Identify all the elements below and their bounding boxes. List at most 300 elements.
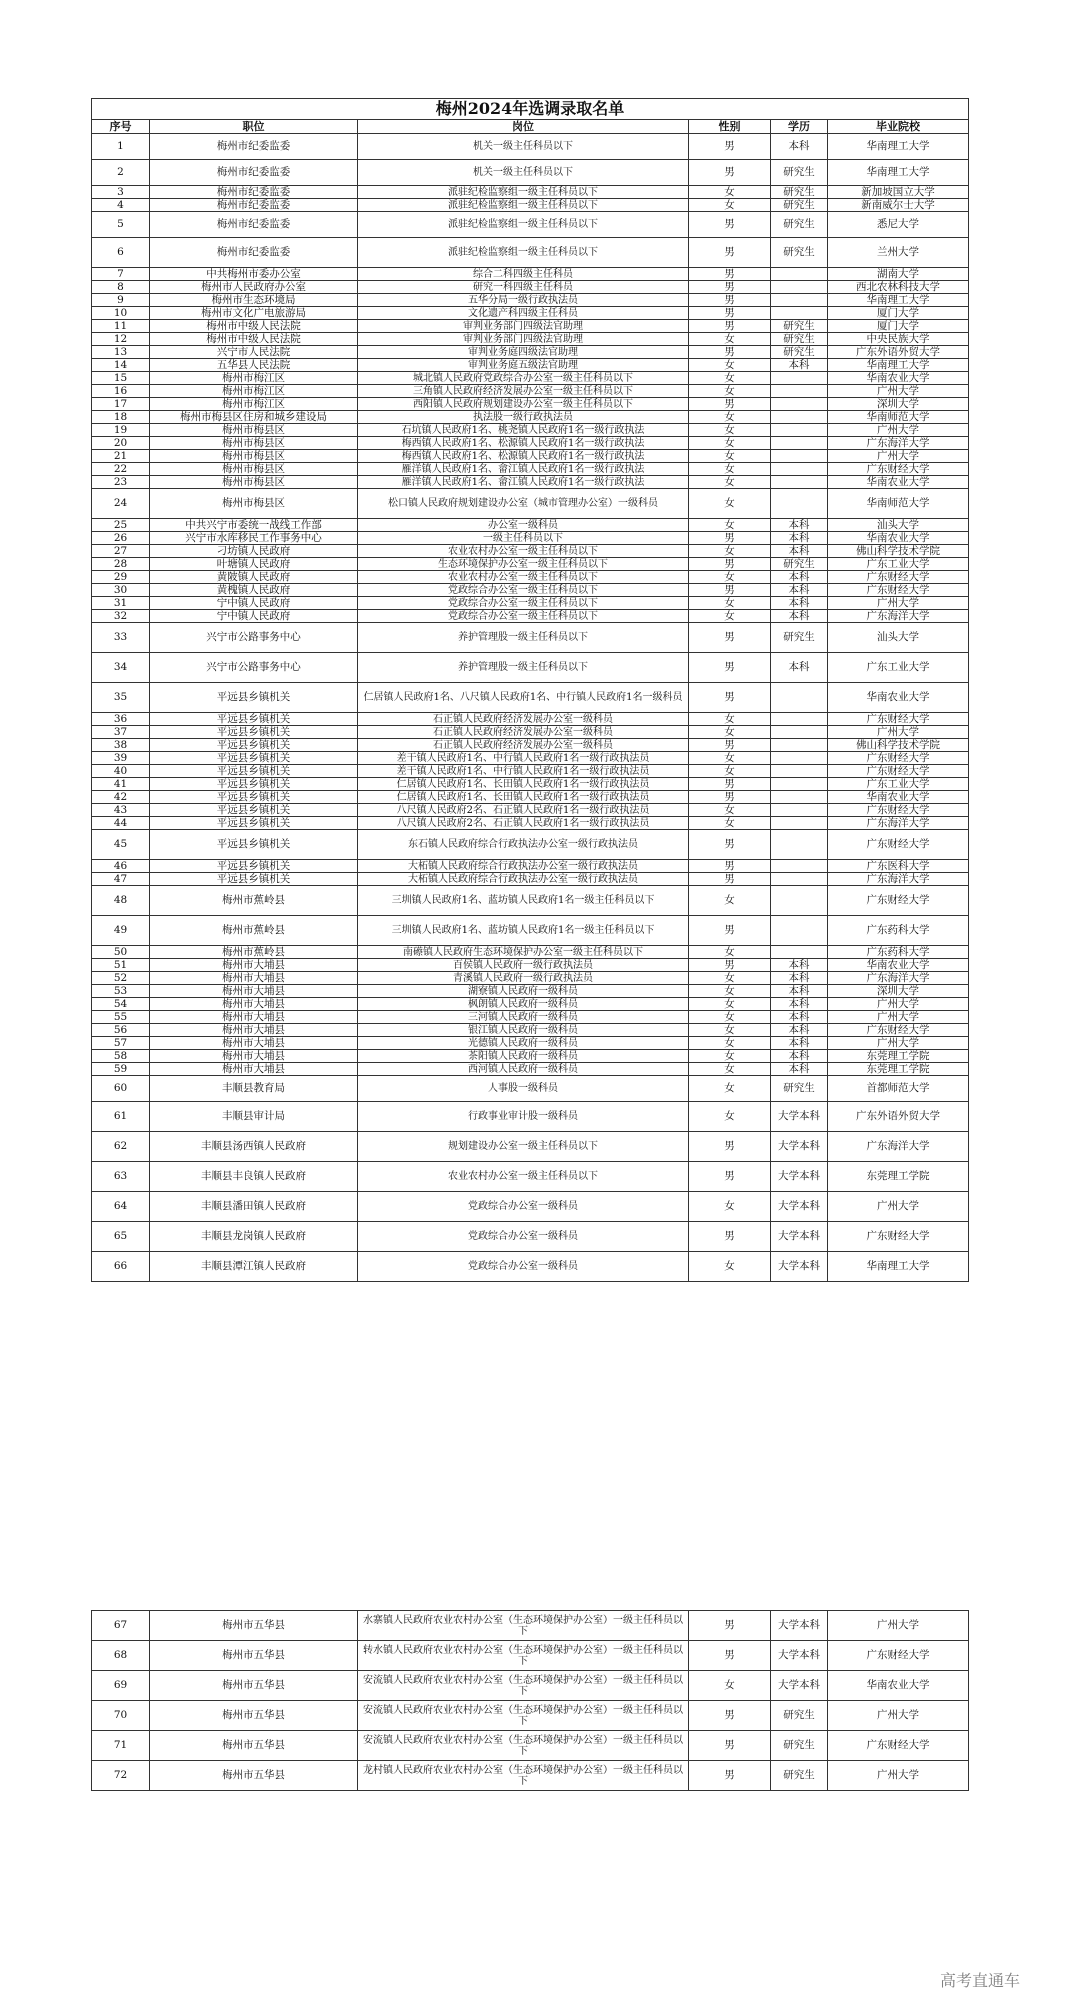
gender-cell: 女 [689, 597, 771, 610]
seq-cell: 69 [92, 1671, 150, 1701]
seq-cell: 10 [92, 307, 150, 320]
unit-cell: 丰顺县龙岗镇人民政府 [150, 1222, 358, 1252]
post-cell: 石坑镇人民政府1名、桃尧镇人民政府1名一级行政执法 [358, 424, 689, 437]
unit-cell: 黄槐镇人民政府 [150, 584, 358, 597]
post-cell: 安流镇人民政府农业农村办公室（生态环境保护办公室）一级主任科员以下 [358, 1731, 689, 1761]
post-cell: 仁居镇人民政府1名、长田镇人民政府1名一级行政执法员 [358, 791, 689, 804]
unit-cell: 梅州市梅江区 [150, 385, 358, 398]
post-cell: 石正镇人民政府经济发展办公室一级科员 [358, 713, 689, 726]
unit-cell: 平远县乡镇机关 [150, 873, 358, 886]
seq-cell: 70 [92, 1701, 150, 1731]
table-row [92, 791, 969, 804]
header-cell: 毕业院校 [828, 120, 969, 134]
degree-cell: 本科 [771, 571, 828, 584]
gender-cell: 女 [689, 411, 771, 424]
school-cell: 广州大学 [828, 450, 969, 463]
seq-cell: 24 [92, 489, 150, 519]
post-cell: 农业农村办公室一级主任科员以下 [358, 571, 689, 584]
unit-cell: 梅州市梅县区 [150, 463, 358, 476]
degree-cell [771, 294, 828, 307]
school-cell: 华南农业大学 [828, 959, 969, 972]
table-row [92, 1162, 969, 1192]
post-cell: 三圳镇人民政府1名、蓝坊镇人民政府1名一级主任科员以下 [358, 916, 689, 946]
unit-cell: 梅州市五华县 [150, 1701, 358, 1731]
unit-cell: 平远县乡镇机关 [150, 830, 358, 860]
table-row [92, 320, 969, 333]
unit-cell: 梅州市纪委监委 [150, 212, 358, 238]
seq-cell: 1 [92, 134, 150, 160]
seq-cell: 62 [92, 1132, 150, 1162]
table-row [92, 1252, 969, 1282]
school-cell: 华南农业大学 [828, 1671, 969, 1701]
unit-cell: 梅州市纪委监委 [150, 160, 358, 186]
school-cell: 广东财经大学 [828, 804, 969, 817]
unit-cell: 梅州市五华县 [150, 1641, 358, 1671]
header-cell: 序号 [92, 120, 150, 134]
unit-cell: 丰顺县审计局 [150, 1102, 358, 1132]
degree-cell: 研究生 [771, 238, 828, 268]
post-cell: 茶阳镇人民政府一级科员 [358, 1050, 689, 1063]
school-cell: 东莞理工学院 [828, 1063, 969, 1076]
table-row [92, 238, 969, 268]
school-cell: 佛山科学技术学院 [828, 545, 969, 558]
table-row [92, 1037, 969, 1050]
gender-cell: 男 [689, 160, 771, 186]
table-row [92, 476, 969, 489]
school-cell: 广州大学 [828, 1611, 969, 1641]
gender-cell: 男 [689, 1611, 771, 1641]
school-cell: 广东财经大学 [828, 752, 969, 765]
unit-cell: 平远县乡镇机关 [150, 713, 358, 726]
unit-cell: 梅州市大埔县 [150, 1037, 358, 1050]
school-cell: 广东财经大学 [828, 1222, 969, 1252]
gender-cell: 女 [689, 1024, 771, 1037]
seq-cell: 31 [92, 597, 150, 610]
school-cell: 广东外语外贸大学 [828, 1102, 969, 1132]
degree-cell: 大学本科 [771, 1611, 828, 1641]
gender-cell: 女 [689, 385, 771, 398]
unit-cell: 梅州市大埔县 [150, 1011, 358, 1024]
school-cell: 广州大学 [828, 1192, 969, 1222]
degree-cell: 本科 [771, 998, 828, 1011]
table-row [92, 385, 969, 398]
school-cell: 兰州大学 [828, 238, 969, 268]
degree-cell [771, 450, 828, 463]
gender-cell: 女 [689, 424, 771, 437]
gender-cell: 女 [689, 333, 771, 346]
gender-cell: 男 [689, 1162, 771, 1192]
unit-cell: 梅州市大埔县 [150, 1050, 358, 1063]
gender-cell: 女 [689, 610, 771, 623]
degree-cell: 本科 [771, 653, 828, 683]
table-row [92, 1050, 969, 1063]
table-row [92, 1222, 969, 1252]
unit-cell: 梅州市大埔县 [150, 998, 358, 1011]
post-cell: 办公室一级科员 [358, 519, 689, 532]
unit-cell: 梅州市中级人民法院 [150, 320, 358, 333]
degree-cell: 本科 [771, 1050, 828, 1063]
unit-cell: 黄陂镇人民政府 [150, 571, 358, 584]
school-cell: 广州大学 [828, 1037, 969, 1050]
degree-cell [771, 398, 828, 411]
degree-cell [771, 307, 828, 320]
gender-cell: 男 [689, 916, 771, 946]
school-cell: 广东财经大学 [828, 1024, 969, 1037]
school-cell: 西北农林科技大学 [828, 281, 969, 294]
gender-cell: 女 [689, 359, 771, 372]
post-cell: 转水镇人民政府农业农村办公室（生态环境保护办公室）一级主任科员以下 [358, 1641, 689, 1671]
post-cell: 机关一级主任科员以下 [358, 134, 689, 160]
unit-cell: 梅州市梅县区 [150, 476, 358, 489]
seq-cell: 37 [92, 726, 150, 739]
post-cell: 派驻纪检监察组一级主任科员以下 [358, 186, 689, 199]
seq-cell: 18 [92, 411, 150, 424]
unit-cell: 梅州市大埔县 [150, 1063, 358, 1076]
unit-cell: 兴宁市公路事务中心 [150, 653, 358, 683]
gender-cell: 女 [689, 1011, 771, 1024]
table-row [92, 584, 969, 597]
unit-cell: 平远县乡镇机关 [150, 739, 358, 752]
table-row [92, 830, 969, 860]
degree-cell: 本科 [771, 1037, 828, 1050]
gender-cell: 女 [689, 1252, 771, 1282]
table-row [92, 558, 969, 571]
gender-cell: 女 [689, 998, 771, 1011]
school-cell: 广州大学 [828, 385, 969, 398]
gender-cell: 男 [689, 791, 771, 804]
table-row [92, 916, 969, 946]
degree-cell: 本科 [771, 959, 828, 972]
unit-cell: 叶塘镇人民政府 [150, 558, 358, 571]
post-cell: 党政综合办公室一级科员 [358, 1252, 689, 1282]
unit-cell: 平远县乡镇机关 [150, 817, 358, 830]
gender-cell: 女 [689, 1102, 771, 1132]
post-cell: 大柘镇人民政府综合行政执法办公室一级行政执法员 [358, 873, 689, 886]
table-row [92, 411, 969, 424]
school-cell: 广东工业大学 [828, 778, 969, 791]
gender-cell: 女 [689, 946, 771, 959]
post-cell: 审判业务部门四级法官助理 [358, 320, 689, 333]
seq-cell: 43 [92, 804, 150, 817]
unit-cell: 丰顺县丰良镇人民政府 [150, 1162, 358, 1192]
table-row [92, 333, 969, 346]
unit-cell: 梅州市生态环境局 [150, 294, 358, 307]
degree-cell: 本科 [771, 584, 828, 597]
degree-cell: 本科 [771, 532, 828, 545]
school-cell: 广东财经大学 [828, 765, 969, 778]
table-row [92, 1063, 969, 1076]
seq-cell: 44 [92, 817, 150, 830]
post-cell: 仁居镇人民政府1名、长田镇人民政府1名一级行政执法员 [358, 778, 689, 791]
gender-cell: 男 [689, 830, 771, 860]
post-cell: 八尺镇人民政府2名、石正镇人民政府1名一级行政执法员 [358, 817, 689, 830]
unit-cell: 五华县人民法院 [150, 359, 358, 372]
seq-cell: 17 [92, 398, 150, 411]
seq-cell: 2 [92, 160, 150, 186]
table-row [92, 1192, 969, 1222]
post-cell: 养护管理股一级主任科员以下 [358, 653, 689, 683]
seq-cell: 27 [92, 545, 150, 558]
seq-cell: 53 [92, 985, 150, 998]
gender-cell: 女 [689, 1671, 771, 1701]
gender-cell: 女 [689, 1076, 771, 1102]
seq-cell: 38 [92, 739, 150, 752]
unit-cell: 梅州市梅县区 [150, 489, 358, 519]
post-cell: 农业农村办公室一级主任科员以下 [358, 1162, 689, 1192]
table-row [92, 597, 969, 610]
seq-cell: 28 [92, 558, 150, 571]
degree-cell [771, 804, 828, 817]
seq-cell: 29 [92, 571, 150, 584]
gender-cell: 女 [689, 1037, 771, 1050]
degree-cell: 研究生 [771, 1731, 828, 1761]
gender-cell: 男 [689, 683, 771, 713]
seq-cell: 63 [92, 1162, 150, 1192]
school-cell: 东莞理工学院 [828, 1050, 969, 1063]
table-row [92, 683, 969, 713]
post-cell: 雁洋镇人民政府1名、畲江镇人民政府1名一级行政执法 [358, 476, 689, 489]
school-cell: 湖南大学 [828, 268, 969, 281]
post-cell: 西阳镇人民政府规划建设办公室一级主任科员以下 [358, 398, 689, 411]
degree-cell: 研究生 [771, 333, 828, 346]
unit-cell: 梅州市蕉岭县 [150, 916, 358, 946]
unit-cell: 平远县乡镇机关 [150, 791, 358, 804]
gender-cell: 女 [689, 765, 771, 778]
seq-cell: 11 [92, 320, 150, 333]
degree-cell: 本科 [771, 519, 828, 532]
header-cell: 性别 [689, 120, 771, 134]
seq-cell: 39 [92, 752, 150, 765]
table-row [92, 463, 969, 476]
school-cell: 首都师范大学 [828, 1076, 969, 1102]
post-cell: 安流镇人民政府农业农村办公室（生态环境保护办公室）一级主任科员以下 [358, 1671, 689, 1701]
gender-cell: 女 [689, 1063, 771, 1076]
degree-cell: 研究生 [771, 1076, 828, 1102]
gender-cell: 男 [689, 281, 771, 294]
seq-cell: 12 [92, 333, 150, 346]
post-cell: 安流镇人民政府农业农村办公室（生态环境保护办公室）一级主任科员以下 [358, 1701, 689, 1731]
post-cell: 梅西镇人民政府1名、松源镇人民政府1名一级行政执法 [358, 450, 689, 463]
table-row [92, 307, 969, 320]
gender-cell: 男 [689, 778, 771, 791]
degree-cell: 大学本科 [771, 1132, 828, 1162]
table-row [92, 765, 969, 778]
school-cell: 广东财经大学 [828, 886, 969, 916]
school-cell: 广东财经大学 [828, 830, 969, 860]
gender-cell: 女 [689, 752, 771, 765]
seq-cell: 8 [92, 281, 150, 294]
unit-cell: 丰顺县潘田镇人民政府 [150, 1192, 358, 1222]
table-row [92, 1671, 969, 1701]
unit-cell: 梅州市人民政府办公室 [150, 281, 358, 294]
school-cell: 广东药科大学 [828, 946, 969, 959]
seq-cell: 41 [92, 778, 150, 791]
gender-cell: 女 [689, 476, 771, 489]
post-cell: 水寨镇人民政府农业农村办公室（生态环境保护办公室）一级主任科员以下 [358, 1611, 689, 1641]
table-row [92, 778, 969, 791]
school-cell: 深圳大学 [828, 398, 969, 411]
degree-cell: 本科 [771, 597, 828, 610]
post-cell: 行政事业审计股一级科员 [358, 1102, 689, 1132]
table-row [92, 268, 969, 281]
seq-cell: 48 [92, 886, 150, 916]
table-row [92, 571, 969, 584]
gender-cell: 男 [689, 873, 771, 886]
table-row [92, 212, 969, 238]
degree-cell: 研究生 [771, 186, 828, 199]
seq-cell: 4 [92, 199, 150, 212]
seq-cell: 57 [92, 1037, 150, 1050]
unit-cell: 平远县乡镇机关 [150, 804, 358, 817]
degree-cell: 研究生 [771, 212, 828, 238]
school-cell: 广东工业大学 [828, 558, 969, 571]
admission-table-continued [91, 1610, 969, 1791]
table-row [92, 1011, 969, 1024]
school-cell: 广东财经大学 [828, 571, 969, 584]
table-row [92, 610, 969, 623]
table-row [92, 545, 969, 558]
degree-cell [771, 713, 828, 726]
seq-cell: 35 [92, 683, 150, 713]
unit-cell: 丰顺县潭江镇人民政府 [150, 1252, 358, 1282]
seq-cell: 64 [92, 1192, 150, 1222]
unit-cell: 梅州市纪委监委 [150, 134, 358, 160]
unit-cell: 梅州市文化广电旅游局 [150, 307, 358, 320]
seq-cell: 5 [92, 212, 150, 238]
degree-cell: 本科 [771, 134, 828, 160]
school-cell: 广东医科大学 [828, 860, 969, 873]
post-cell: 梅西镇人民政府1名、松源镇人民政府1名一级行政执法 [358, 437, 689, 450]
gender-cell: 男 [689, 212, 771, 238]
seq-cell: 65 [92, 1222, 150, 1252]
unit-cell: 丰顺县教育局 [150, 1076, 358, 1102]
table-row [92, 450, 969, 463]
post-cell: 执法股一级行政执法员 [358, 411, 689, 424]
gender-cell: 男 [689, 653, 771, 683]
seq-cell: 52 [92, 972, 150, 985]
school-cell: 广州大学 [828, 1701, 969, 1731]
degree-cell [771, 739, 828, 752]
unit-cell: 梅州市梅县区 [150, 450, 358, 463]
post-cell: 城北镇人民政府党政综合办公室一级主任科员以下 [358, 372, 689, 385]
table-row [92, 1641, 969, 1671]
school-cell: 华南农业大学 [828, 683, 969, 713]
table-row [92, 653, 969, 683]
header-cell: 学历 [771, 120, 828, 134]
seq-cell: 58 [92, 1050, 150, 1063]
table-row [92, 1132, 969, 1162]
table-row [92, 186, 969, 199]
table-row [92, 804, 969, 817]
seq-cell: 68 [92, 1641, 150, 1671]
gender-cell: 男 [689, 584, 771, 597]
table-title: 梅州2024年选调录取名单 [92, 99, 969, 120]
seq-cell: 23 [92, 476, 150, 489]
gender-cell: 男 [689, 238, 771, 268]
gender-cell: 女 [689, 817, 771, 830]
school-cell: 厦门大学 [828, 320, 969, 333]
seq-cell: 49 [92, 916, 150, 946]
unit-cell: 梅州市大埔县 [150, 972, 358, 985]
seq-cell: 6 [92, 238, 150, 268]
school-cell: 深圳大学 [828, 985, 969, 998]
gender-cell: 男 [689, 532, 771, 545]
post-cell: 南礤镇人民政府生态环境保护办公室一级主任科员以下 [358, 946, 689, 959]
post-cell: 差干镇人民政府1名、中行镇人民政府1名一级行政执法员 [358, 765, 689, 778]
table-row [92, 985, 969, 998]
degree-cell [771, 411, 828, 424]
degree-cell [771, 476, 828, 489]
post-cell: 石正镇人民政府经济发展办公室一级科员 [358, 726, 689, 739]
gender-cell: 男 [689, 134, 771, 160]
unit-cell: 平远县乡镇机关 [150, 752, 358, 765]
school-cell: 悉尼大学 [828, 212, 969, 238]
unit-cell: 梅州市纪委监委 [150, 186, 358, 199]
unit-cell: 梅州市五华县 [150, 1761, 358, 1791]
unit-cell: 平远县乡镇机关 [150, 778, 358, 791]
degree-cell [771, 830, 828, 860]
gender-cell: 男 [689, 1701, 771, 1731]
gender-cell: 男 [689, 623, 771, 653]
table-row [92, 1701, 969, 1731]
unit-cell: 梅州市纪委监委 [150, 199, 358, 212]
degree-cell: 研究生 [771, 558, 828, 571]
post-cell: 青溪镇人民政府一级行政执法员 [358, 972, 689, 985]
unit-cell: 梅州市纪委监委 [150, 238, 358, 268]
degree-cell: 本科 [771, 985, 828, 998]
post-cell: 规划建设办公室一级主任科员以下 [358, 1132, 689, 1162]
gender-cell: 女 [689, 1050, 771, 1063]
post-cell: 生态环境保护办公室一级主任科员以下 [358, 558, 689, 571]
gender-cell: 男 [689, 959, 771, 972]
school-cell: 广东海洋大学 [828, 972, 969, 985]
seq-cell: 7 [92, 268, 150, 281]
seq-cell: 36 [92, 713, 150, 726]
post-cell: 三圳镇人民政府1名、蓝坊镇人民政府1名一级主任科员以下 [358, 886, 689, 916]
post-cell: 农业农村办公室一级主任科员以下 [358, 545, 689, 558]
unit-cell: 平远县乡镇机关 [150, 860, 358, 873]
post-cell: 银江镇人民政府一级科员 [358, 1024, 689, 1037]
degree-cell: 本科 [771, 1011, 828, 1024]
table-row [92, 359, 969, 372]
gender-cell: 男 [689, 294, 771, 307]
gender-cell: 男 [689, 1731, 771, 1761]
school-cell: 广东外语外贸大学 [828, 346, 969, 359]
table-row [92, 1102, 969, 1132]
seq-cell: 40 [92, 765, 150, 778]
post-cell: 文化遗产科四级主任科员 [358, 307, 689, 320]
table-row [92, 739, 969, 752]
unit-cell: 梅州市大埔县 [150, 959, 358, 972]
seq-cell: 60 [92, 1076, 150, 1102]
gender-cell: 男 [689, 1132, 771, 1162]
table-row [92, 346, 969, 359]
seq-cell: 50 [92, 946, 150, 959]
gender-cell: 女 [689, 450, 771, 463]
gender-cell: 男 [689, 739, 771, 752]
seq-cell: 45 [92, 830, 150, 860]
unit-cell: 兴宁市水库移民工作事务中心 [150, 532, 358, 545]
gender-cell: 男 [689, 1222, 771, 1252]
seq-cell: 20 [92, 437, 150, 450]
gender-cell: 女 [689, 489, 771, 519]
school-cell: 广州大学 [828, 1761, 969, 1791]
school-cell: 厦门大学 [828, 307, 969, 320]
school-cell: 华南理工大学 [828, 294, 969, 307]
school-cell: 华南农业大学 [828, 532, 969, 545]
degree-cell: 大学本科 [771, 1102, 828, 1132]
table-row [92, 752, 969, 765]
